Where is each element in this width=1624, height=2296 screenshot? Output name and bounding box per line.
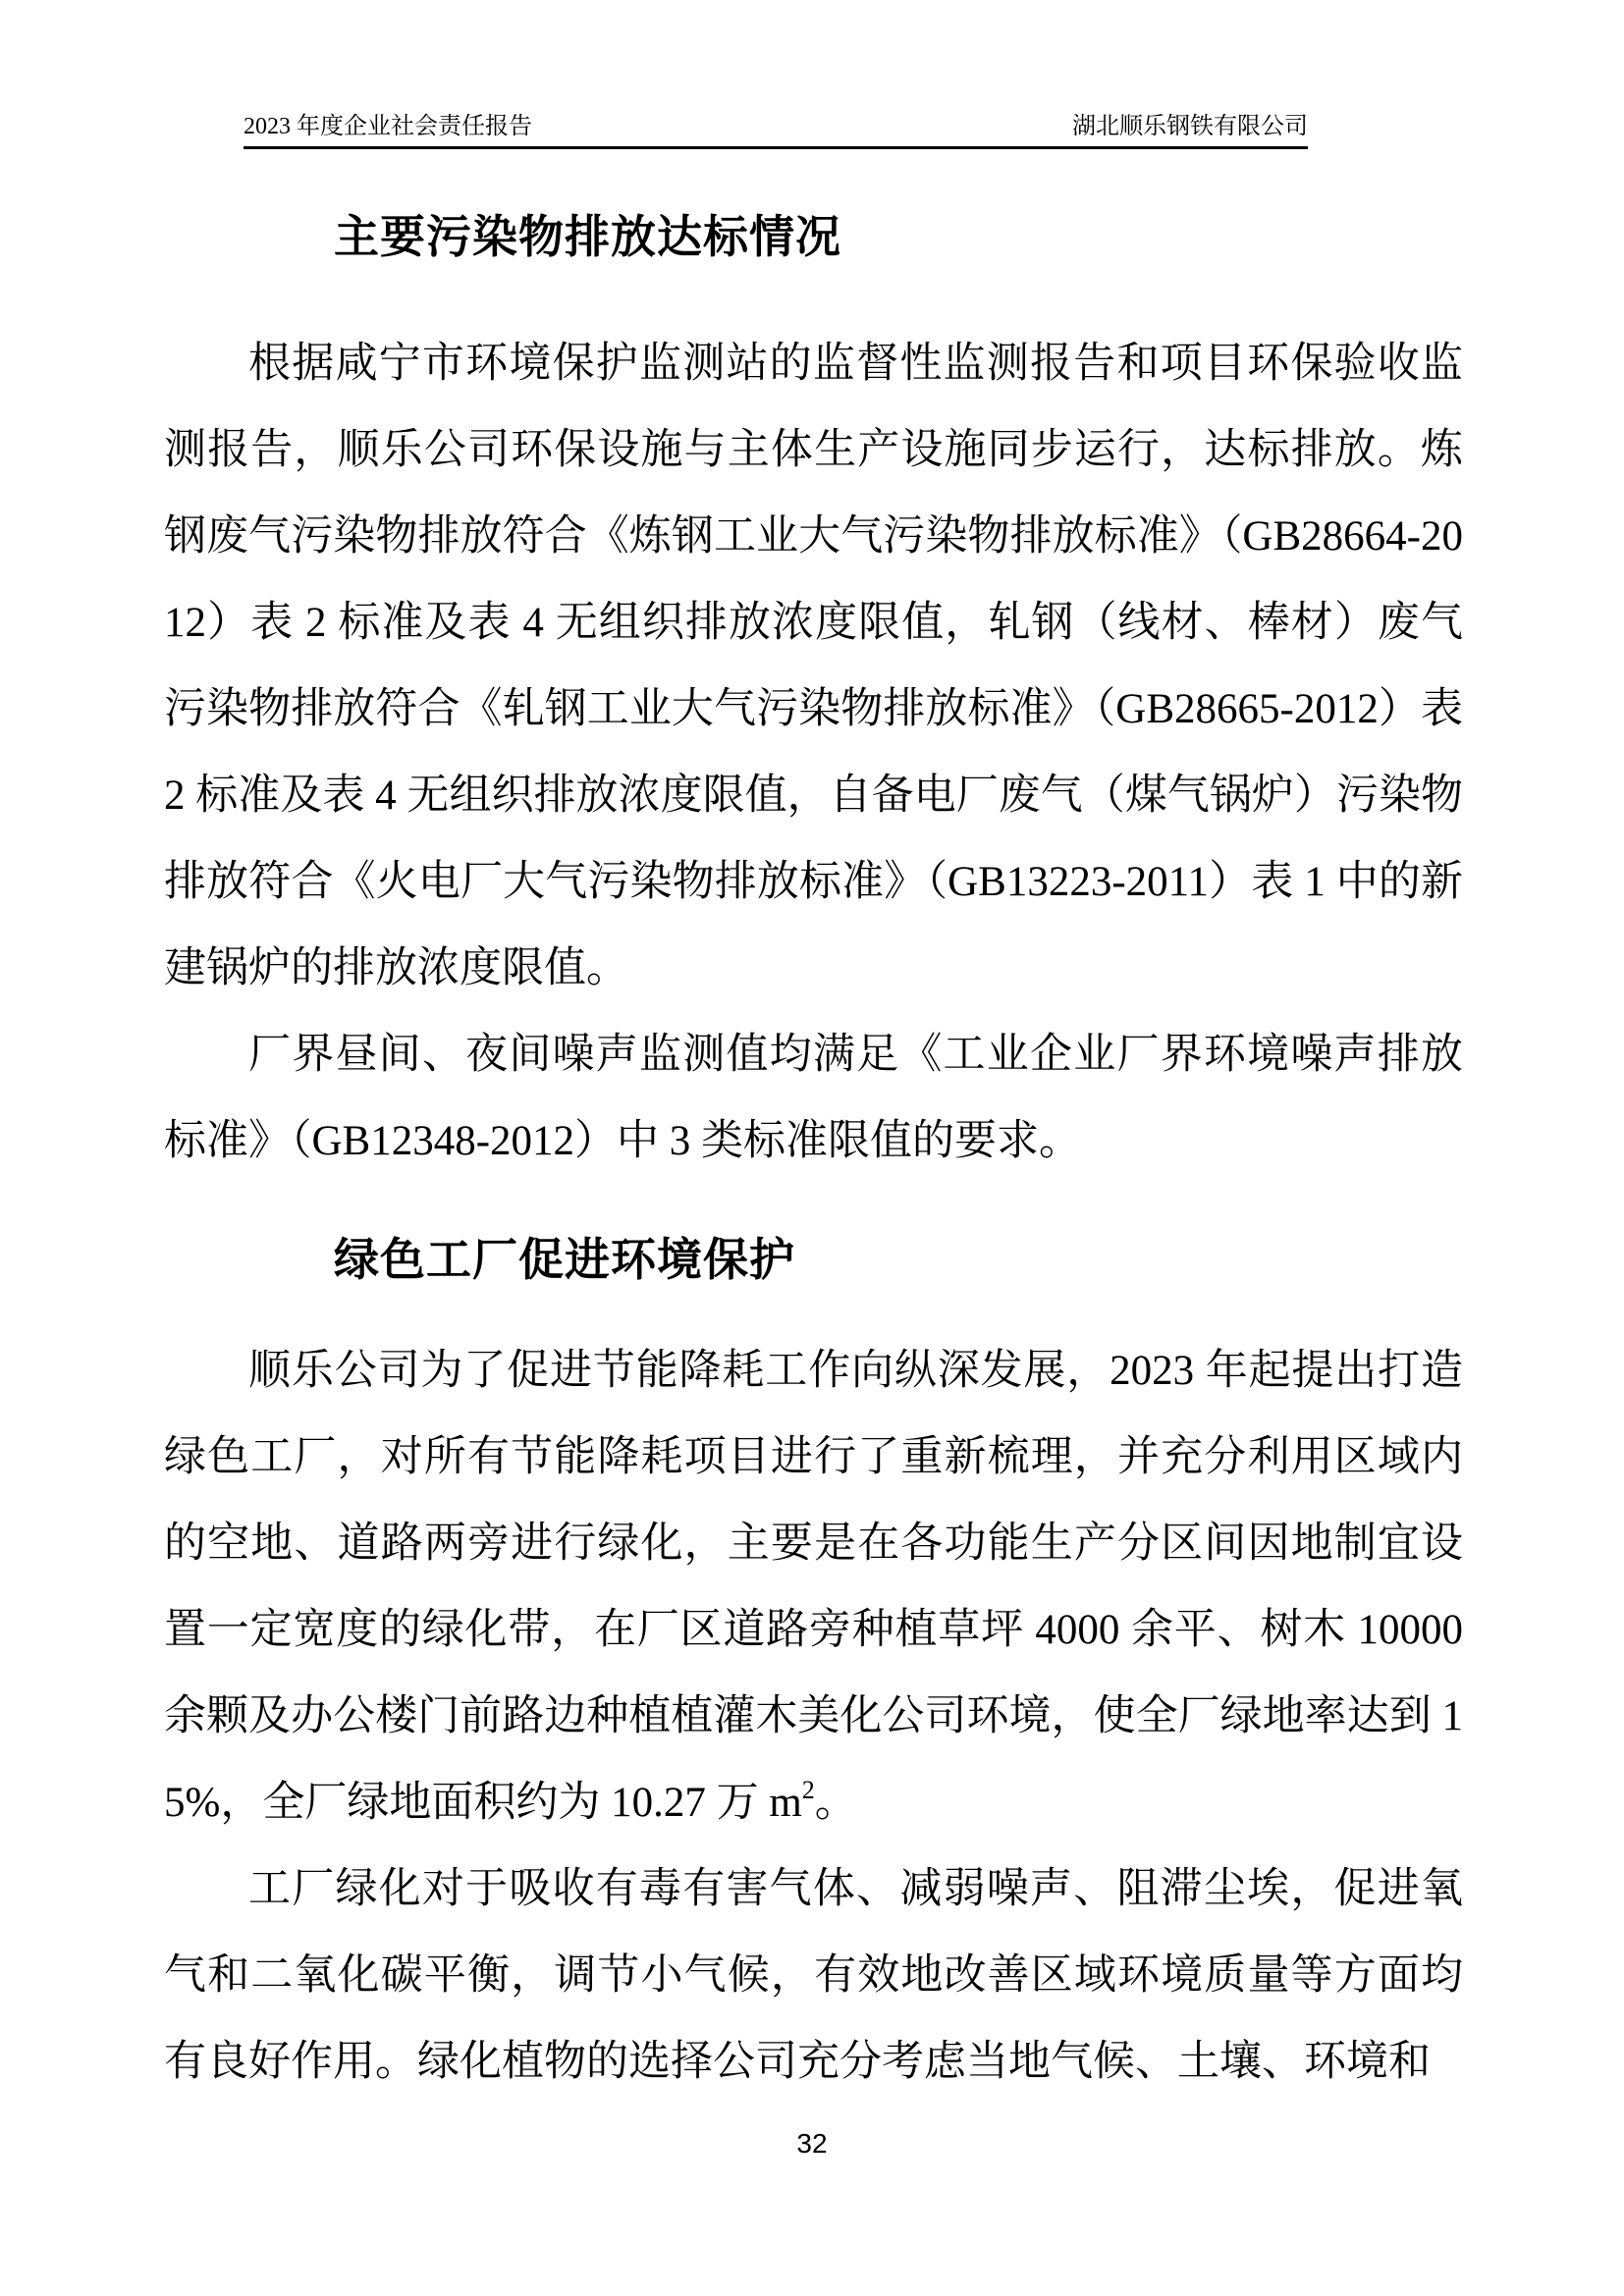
page-header	[244, 112, 1308, 149]
paragraph-monitoring-compliance: 根据咸宁市环境保护监测站的监督性监测报告和项目环保验收监测报告，顺乐公司环保设施与主体生产设施同步运行，达标排放。炼钢废气污染物排放符合《炼钢工业大气污染物排放标准》（GB28664-2012）表 2 标准及表 4 无组织排放浓度限值，轧钢（线材、棒材）废气污染物排放符合《轧钢工业大气污染物排放标准》（GB28665-2012）表 2 标准及表 4 无组织排放浓度限值，自备电厂废气（煤气锅炉）污染物排放符合《火电厂大气污染物排放标准》（GB13223-2011）表 1 中的新建锅炉的排放浓度限值。	[164, 341, 1463, 991]
square-meter-superscript: 2	[801, 1776, 815, 1804]
paragraph-greening-period: 。	[814, 1780, 857, 1826]
paragraph-greening-benefits: 工厂绿化对于吸收有毒有害气体、减弱噪声、阻滞尘埃，促进氧气和二氧化碳平衡，调节小气候，有效地改善区域环境质量等方面均有良好作用。绿化植物的选择公司充分考虑当地气候、土壤、环境和	[164, 1866, 1463, 2085]
paragraph-greening	[164, 1328, 1463, 1846]
header-report-title: 2023 年度企业社会责任报告	[244, 114, 532, 139]
page-number: 32	[796, 2128, 828, 2159]
paragraph-greening-text: 顺乐公司为了促进节能降耗工作向纵深发展，2023 年起提出打造绿色工厂，对所有节能降耗项目进行了重新梳理，并充分利用区域内的空地、道路两旁进行绿化，主要是在各功能生产分区间因地制宜设置一定宽度的绿化带，在厂区道路旁种植草坪 4000 余平、树木 10000 余颗及办公楼门前路边种植植灌木美化公司环境，使全厂绿地率达到 15%，全厂绿地面积约为 10.27 万 m	[164, 1348, 1463, 1826]
paragraph-noise-compliance: 厂界昼间、夜间噪声监测值均满足《工业企业厂界环境噪声排放标准》（GB12348-2012）中 3 类标准限值的要求。	[164, 1032, 1463, 1164]
header-company-name: 湖北顺乐钢铁有限公司	[1072, 114, 1308, 139]
section-heading-green-factory: 绿色工厂促进环境保护	[334, 1234, 795, 1285]
page-footer	[0, 2128, 1624, 2160]
section-heading-pollutant-compliance: 主要污染物排放达标情况	[334, 211, 841, 262]
